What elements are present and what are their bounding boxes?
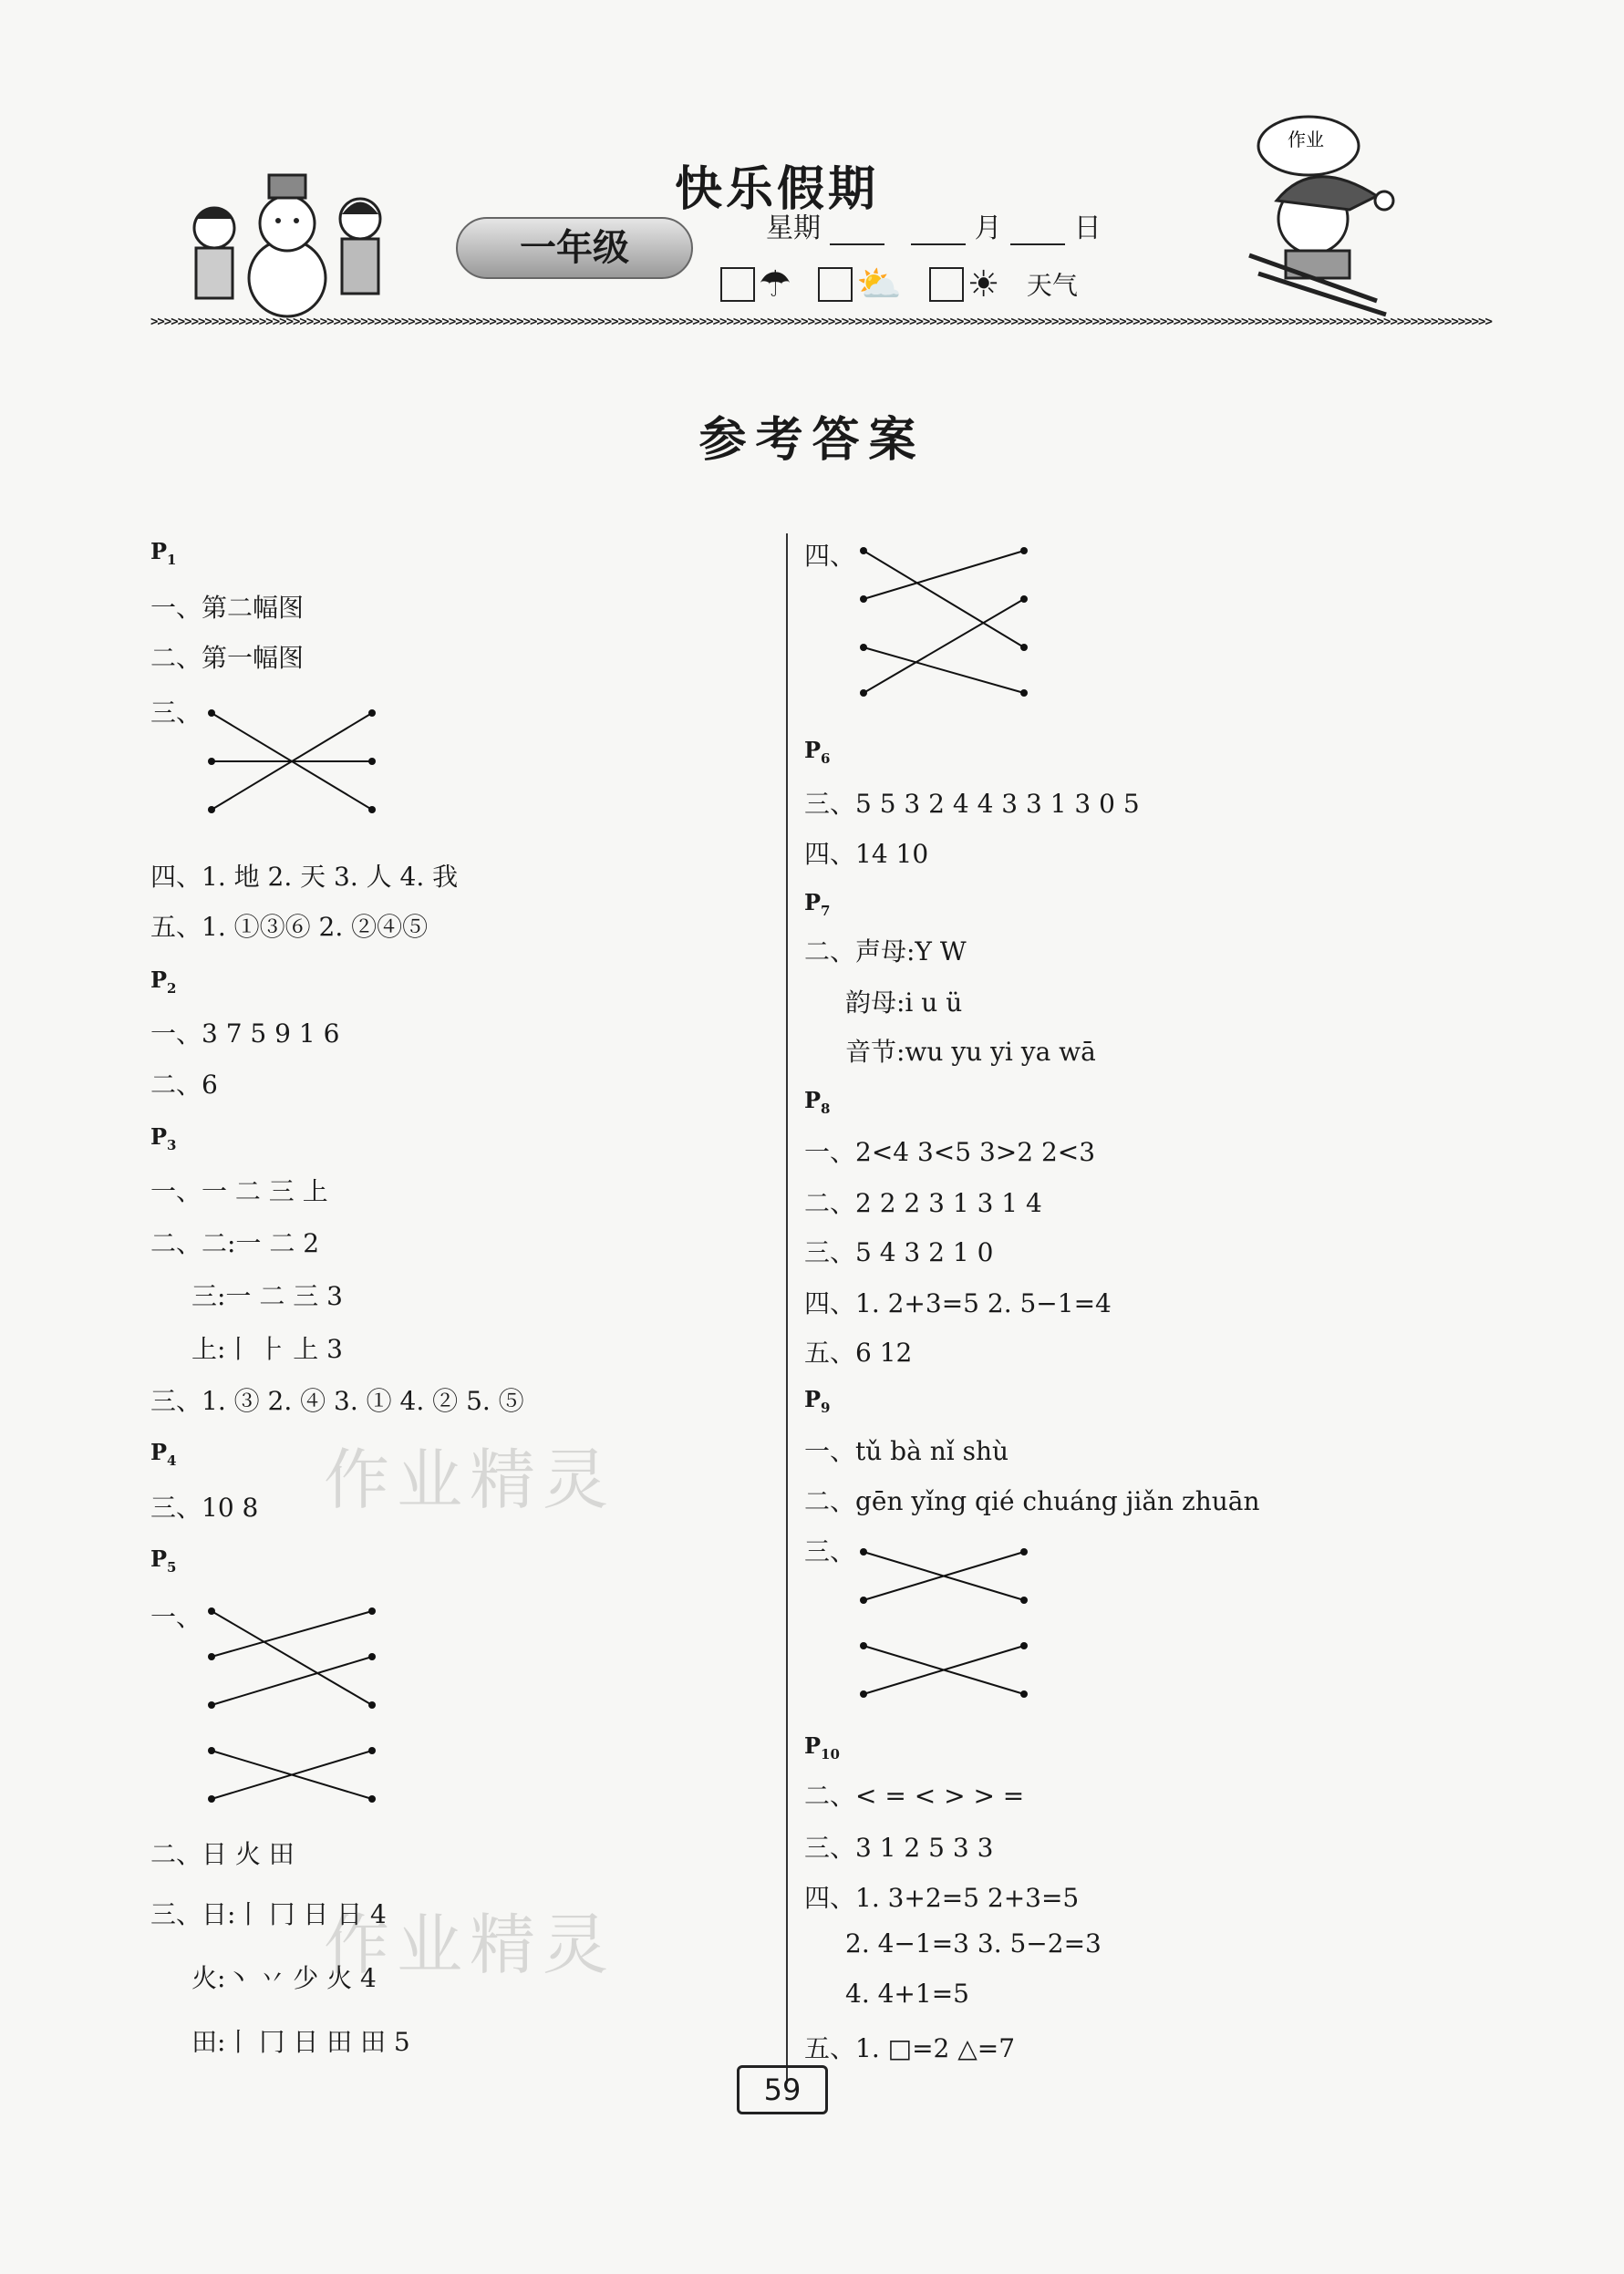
- answer-line: 韵母:i u ü: [845, 987, 963, 1018]
- page-number: 59: [737, 2065, 828, 2114]
- watermark-1: 作业精灵: [324, 1442, 616, 1518]
- section-label-p10: $P_{10}$: [804, 1732, 840, 1762]
- answer-line: 一、2<4 3<5 3>2 2<3: [804, 1137, 1096, 1167]
- matching-diagram-p1: [201, 702, 383, 821]
- answer-line: 三:一 二 三 3: [191, 1281, 343, 1311]
- answer-line: 一、tǔ bà nǐ shù: [804, 1436, 1009, 1466]
- partly-cloudy-icon: ⛅: [856, 264, 903, 305]
- section-label-p8: $P_8$: [804, 1087, 831, 1117]
- section-label-p6: $P_6$: [804, 737, 831, 767]
- answer-line: 火:丶 丷 少 火 4: [191, 1963, 377, 1993]
- answer-line: 三、3 1 2 5 3 3: [804, 1833, 994, 1863]
- decorative-arrow-border: >>>>>>>>>>>>>>>>>>>>>>>>>>>>>>>>>>>>>>>>>>>>>>>>>>>>>>>>>>>>>>>>>>>>>>>>>>>>>>>>>>>>>>>>>>>>>>>>>>>>>>>>>>>>>>>>>>>>>>>>>>>>>>>>>>>>>>>>>>>>>>>>>>>>>>>>>>>>>>>>>>>>>>>>>>>>>>>>>>>>>>>>>>>>>>>>>>>>>>: [150, 315, 1492, 329]
- answer-line: 三、: [804, 1536, 856, 1566]
- answer-line: 田:丨 冂 日 田 田 5: [191, 2027, 410, 2057]
- section-label-p3: $P_3$: [150, 1123, 177, 1153]
- section-label-p5: $P_5$: [150, 1545, 177, 1576]
- page-heading: 参考答案: [698, 412, 926, 468]
- matching-diagram-four: [853, 540, 1035, 704]
- answer-line: 二、6: [150, 1070, 218, 1100]
- answer-line: 三、10 8: [150, 1493, 259, 1523]
- column-divider: [786, 533, 788, 2083]
- month-label: 月: [974, 212, 1002, 244]
- answer-line: 三、: [150, 698, 202, 728]
- answer-line: 五、1. □=2 △=7: [804, 2033, 1016, 2063]
- month-blank: [911, 222, 966, 245]
- answer-line: 四、1. 2+3=5 2. 5−1=4: [804, 1288, 1112, 1318]
- day-blank: [1010, 222, 1065, 245]
- answer-line: 三、1. ③ 2. ④ 3. ① 4. ② 5. ⑤: [150, 1386, 524, 1416]
- skiing-kid-illustration: [1240, 109, 1422, 319]
- date-line: [766, 205, 1102, 245]
- answer-line: 四、1. 地 2. 天 3. 人 4. 我: [150, 862, 459, 892]
- answer-line: 音节:wu yu yi ya wā: [845, 1037, 1096, 1067]
- answer-line: 二、二:一 二 2: [150, 1228, 320, 1258]
- answer-line: 二、gēn yǐng qié chuáng jiǎn zhuān: [804, 1486, 1260, 1516]
- weather-checkbox-sunny: [929, 267, 964, 302]
- answer-line: 一、: [150, 1602, 202, 1632]
- section-label-p9: $P_9$: [804, 1386, 831, 1416]
- weekday-blank: [830, 222, 884, 245]
- answer-line: 五、6 12: [804, 1338, 913, 1368]
- answer-line: 二、< = < > > =: [804, 1781, 1025, 1811]
- sun-icon: ☀: [967, 263, 1000, 305]
- section-label-p1: $P_1$: [150, 538, 177, 568]
- answer-line: 2. 4−1=3 3. 5−2=3: [845, 1928, 1102, 1959]
- answer-line: 一、3 7 5 9 1 6: [150, 1018, 340, 1049]
- svg-text:作业: 作业: [1288, 129, 1324, 150]
- answer-line: 四、1. 3+2=5 2+3=5: [804, 1883, 1080, 1913]
- answer-line: 一、第二幅图: [150, 593, 305, 623]
- weekday-label: 星期: [766, 212, 821, 244]
- answer-line: 三、5 4 3 2 1 0: [804, 1237, 994, 1267]
- grade-badge: 一年级: [456, 217, 693, 279]
- section-label-p2: $P_2$: [150, 966, 177, 997]
- answer-line: 二、声母:Y W: [804, 936, 967, 966]
- answer-line: 二、日 火 田: [150, 1839, 295, 1869]
- answer-line: 一、一 二 三 上: [150, 1176, 328, 1206]
- header-title: 快乐假期: [675, 161, 880, 217]
- weather-label: 天气: [1026, 270, 1078, 301]
- answer-line: 四、: [804, 541, 856, 571]
- rain-icon: ☂: [759, 263, 791, 305]
- answer-line: 二、第一幅图: [150, 643, 305, 673]
- answer-line: 4. 4+1=5: [845, 1979, 969, 2009]
- section-label-p4: $P_4$: [150, 1439, 177, 1469]
- section-label-p7: $P_7$: [804, 889, 831, 919]
- snowman-kids-illustration: [173, 164, 401, 319]
- matching-diagram-p5: [201, 1600, 383, 1810]
- answer-line: 三、日:丨 冂 日 日 4: [150, 1899, 387, 1929]
- weather-row: [720, 263, 1078, 305]
- answer-line: 二、2 2 2 3 1 3 1 4: [804, 1188, 1042, 1218]
- weather-checkbox-rain: [720, 267, 755, 302]
- answer-line: 五、1. ①③⑥ 2. ②④⑤: [150, 912, 429, 942]
- watermark-2: 作业精灵: [324, 1907, 616, 1983]
- weather-checkbox-cloudy: [818, 267, 853, 302]
- matching-diagram-p9: [853, 1541, 1035, 1705]
- answer-line: 四、14 10: [804, 839, 929, 869]
- answer-line: 三、5 5 3 2 4 4 3 3 1 3 0 5: [804, 789, 1140, 819]
- answer-line: 上:丨 ⺊ 上 3: [191, 1334, 343, 1364]
- day-label: 日: [1073, 212, 1102, 244]
